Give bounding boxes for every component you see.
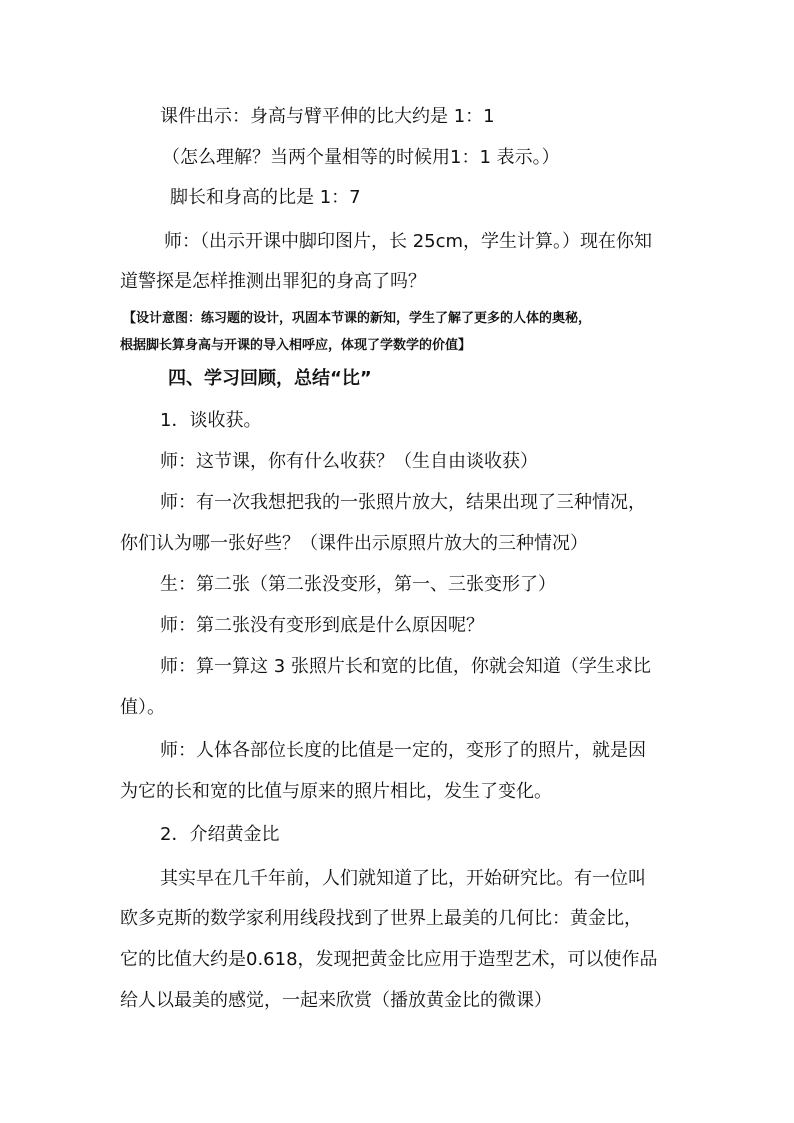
text-line: 课件出示：身高与臂平伸的比大约是 1：1 bbox=[160, 106, 495, 127]
text-line: 师：这节课，你有什么收获？（生自由谈收获） bbox=[160, 451, 538, 472]
text-line: 师：算一算这 3 张照片长和宽的比值，你就会知道（学生求比 bbox=[160, 656, 651, 677]
text-line: 给人以最美的感觉，一起来欣赏（播放黄金比的微课） bbox=[120, 990, 552, 1011]
text-line: 2．介绍黄金比 bbox=[160, 824, 280, 845]
text-line: 1．谈收获。 bbox=[160, 410, 262, 431]
text-line: 欧多克斯的数学家利用线段找到了世界上最美的几何比：黄金比， bbox=[120, 908, 642, 929]
text-line: 师：人体各部位长度的比值是一定的，变形了的照片，就是因 bbox=[160, 740, 646, 761]
text-line: 师：有一次我想把我的一张照片放大，结果出现了三种情况， bbox=[160, 492, 646, 513]
text-line: 值）。 bbox=[120, 697, 165, 718]
text-line: 为它的长和宽的比值与原来的照片相比，发生了变化。 bbox=[120, 781, 552, 802]
text-line: （怎么理解？当两个量相等的时候用1：1 表示。） bbox=[162, 147, 560, 168]
text-line: 师：第二张没有变形到底是什么原因呢？ bbox=[160, 615, 484, 636]
text-line: 师：（出示开课中脚印图片，长 25cm，学生计算。）现在你知 bbox=[164, 231, 653, 252]
text-line: 其实早在几千年前，人们就知道了比，开始研究比。有一位叫 bbox=[160, 868, 646, 889]
text-line: 它的比值大约是0.618，发现把黄金比应用于造型艺术，可以使作品 bbox=[120, 949, 658, 970]
text-line: 生：第二张（第二张没变形，第一、三张变形了） bbox=[160, 574, 556, 595]
text-line: 你们认为哪一张好些？（课件出示原照片放大的三种情况） bbox=[120, 533, 588, 554]
section-heading: 四、学习回顾，总结“比” bbox=[168, 368, 372, 389]
design-note-line: 根据脚长算身高与开课的导入相呼应，体现了学数学的价值】 bbox=[120, 338, 472, 353]
text-line: 脚长和身高的比是 1：7 bbox=[170, 187, 361, 208]
design-note-line: 【设计意图：练习题的设计，巩固本节课的新知，学生了解了更多的人体的奥秘， bbox=[123, 311, 592, 326]
text-line: 道警探是怎样推测出罪犯的身高了吗？ bbox=[120, 271, 426, 292]
